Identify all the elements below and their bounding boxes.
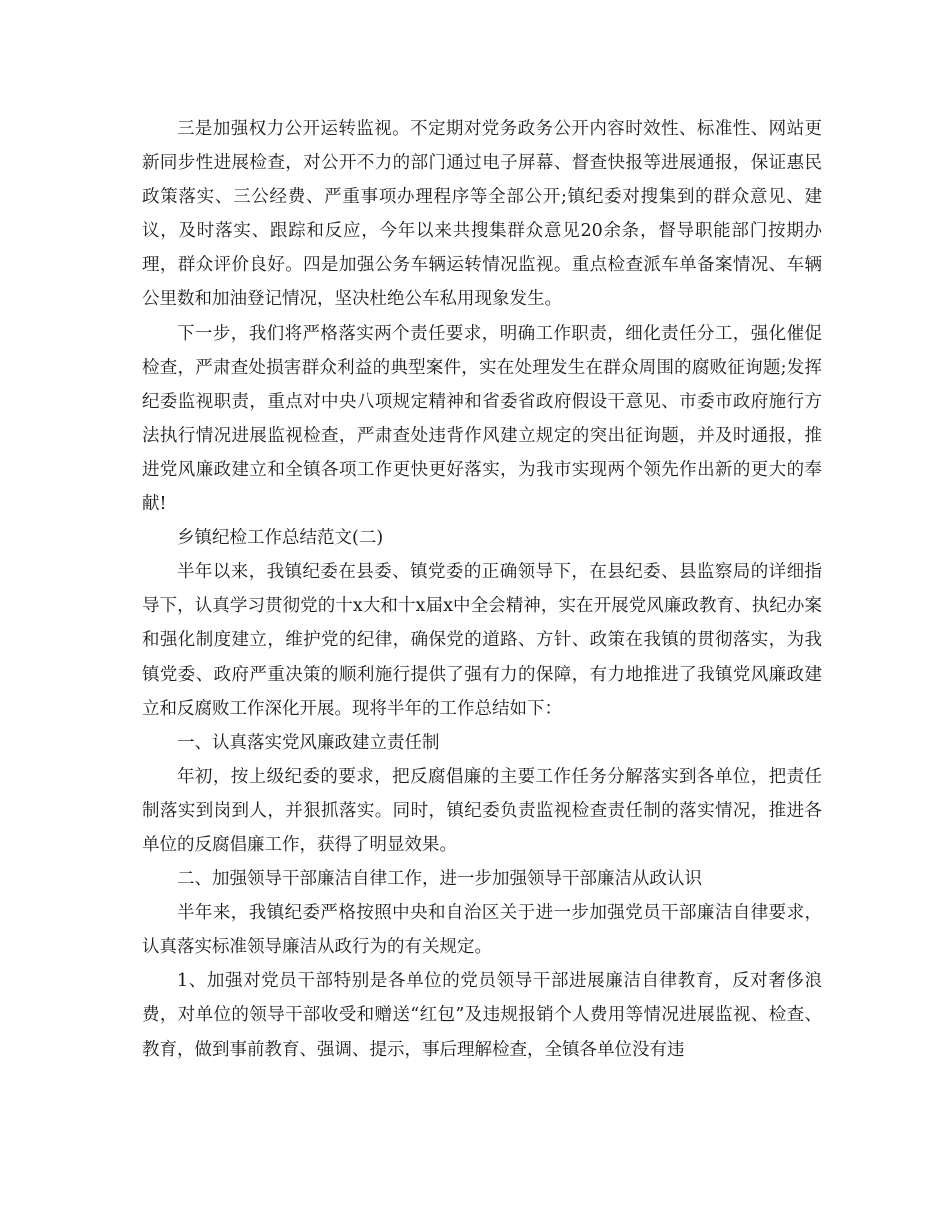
document-body	[142, 112, 822, 1067]
section-title-sample-two: 乡镇纪检工作总结范文(二)	[177, 528, 384, 549]
heading-leader-self-discipline: 二、加强领导干部廉洁自律工作，进一步加强领导干部廉洁从政认识	[177, 869, 702, 890]
paragraph-next-steps: 下一步，我们将严格落实两个责任要求，明确工作职责，细化责任分工，强化催促检查，严肃查处损害群众利益的典型案件，实在处理发生在群众周围的腐败征询题;发挥纪委监视职责，重点对中央八项规定精神和省委省政府假设干意见、市委市政府施行方法执行情况进展监视检查，严肃查处违背作风建立规定的突出征询题，并及时通报，推进党风廉政建立和全镇各项工作更快更好落实，为我市实现两个领先作出新的更大的奉献!	[142, 323, 822, 515]
paragraph-public-power-supervision: 三是加强权力公开运转监视。不定期对党务政务公开内容时效性、标准性、网站更新同步性进展检查，对公开不力的部门通过电子屏幕、督查快报等进展通报，保证惠民政策落实、三公经费、严重事项办理程序等全部公开;镇纪委对搜集到的群众意见、建议，及时落实、跟踪和反应，今年以来共搜集群众意见20余条，督导职能部门按期办理，群众评价良好。四是加强公务车辆运转情况监视。重点检查派车单备案情况、车辆公里数和加油登记情况，坚决杜绝公车私用现象发生。	[142, 119, 822, 310]
paragraph-item-one: 1、加强对党员干部特别是各单位的党员领导干部进展廉洁自律教育，反对奢侈浪费，对单位的领导干部收受和赠送“红包”及违规报销个人费用等情况进展监视、检查、教育，做到事前教育、强调、提示，事后理解检查，全镇各单位没有违	[142, 971, 822, 1060]
paragraph-half-year-intro: 半年以来，我镇纪委在县委、镇党委的正确领导下，在县纪委、县监察局的详细指导下，认真学习贯彻党的十x大和十x届x中全会精神，实在开展党风廉政教育、执纪办案和强化制度建立，维护党的纪律，确保党的道路、方针、政策在我镇的贯彻落实，为我镇党委、政府严重决策的顺利施行提供了强有力的保障，有力地推进了我镇党风廉政建立和反腐败工作深化开展。现将半年的工作总结如下：	[142, 562, 822, 719]
heading-responsibility-system: 一、认真落实党风廉政建立责任制	[177, 732, 440, 753]
paragraph-leader-self-discipline: 半年来，我镇纪委严格按照中央和自治区关于进一步加强党员干部廉洁自律要求，认真落实标准领导廉洁从政行为的有关规定。	[142, 903, 822, 958]
paragraph-responsibility-system: 年初，按上级纪委的要求，把反腐倡廉的主要工作任务分解落实到各单位，把责任制落实到岗到人，并狠抓落实。同时，镇纪委负责监视检查责任制的落实情况，推进各单位的反腐倡廉工作，获得了明显效果。	[142, 766, 822, 855]
